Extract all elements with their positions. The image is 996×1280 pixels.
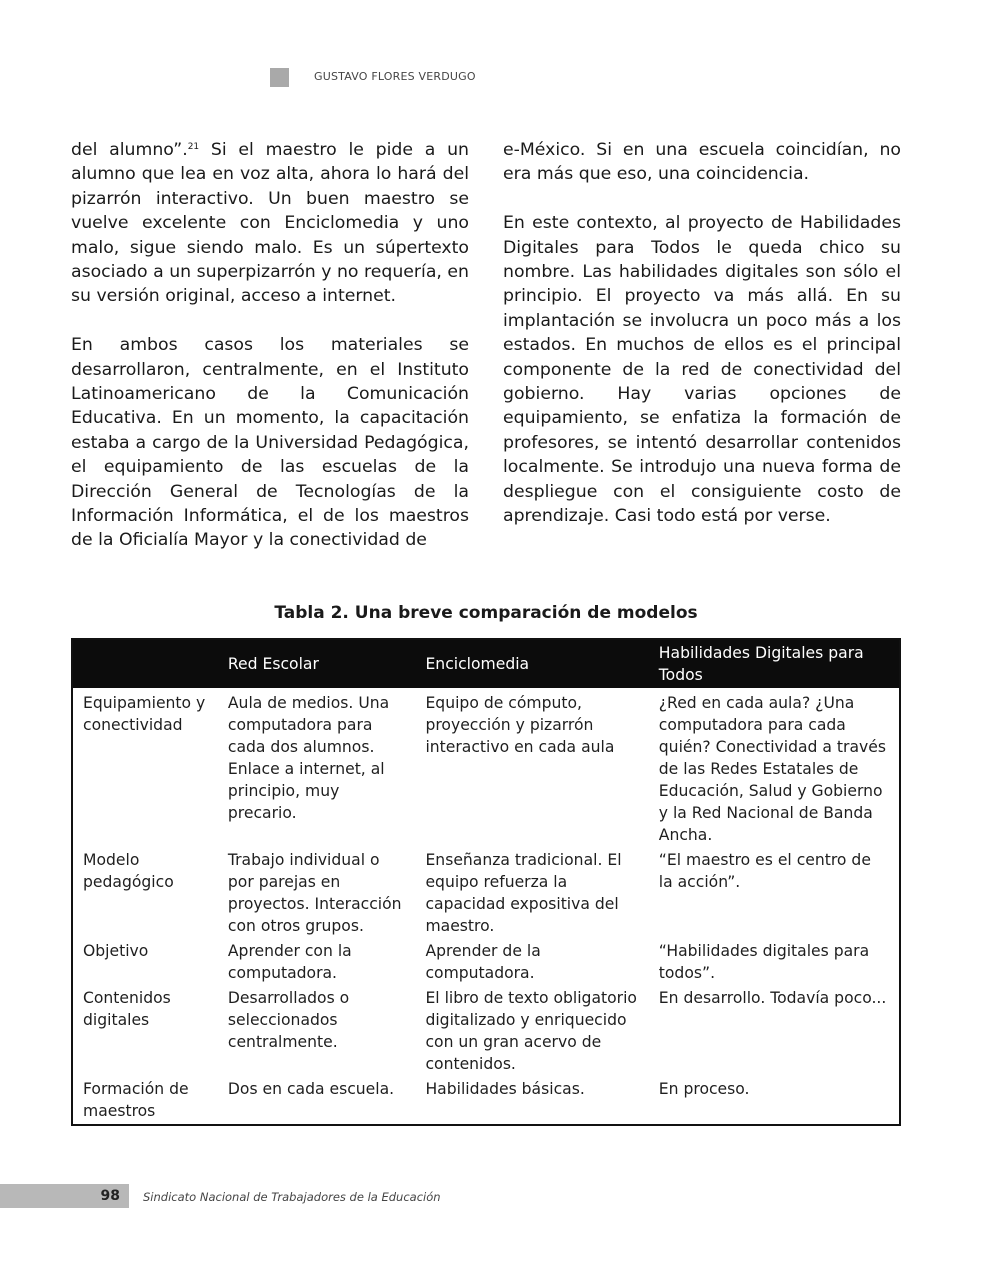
row-label: Equipamiento y conectividad bbox=[83, 694, 206, 734]
table-row bbox=[72, 986, 900, 1077]
table-cell: En desarrollo. Todavía poco... bbox=[658, 989, 887, 1007]
table-cell: Aprender con la computadora. bbox=[227, 942, 352, 982]
header-red-escolar: Red Escolar bbox=[218, 639, 416, 688]
table-row bbox=[72, 1077, 900, 1125]
table-cell: “El maestro es el centro de la acción”. bbox=[658, 851, 871, 891]
table-cell: Dos en cada escuela. bbox=[227, 1080, 395, 1098]
header-cell-empty bbox=[72, 639, 218, 688]
left-column bbox=[71, 138, 469, 577]
right-paragraph-2: En este contexto, al proyecto de Habilidades Digitales para Todos le queda chico su nombre. Las habilidades digitales son sólo el principio. El proyecto va más allá. En su implantación se involucra un poco más a los estados. En muchos de ellos es el principal componente de la red de conectividad del gobierno. Hay varias opciones de equipamiento, se enfatiza la formación de profesores, se intentó desarrollar contenidos localmente. Se introdujo una nueva forma de despliegue con el consiguiente costo de aprendizaje. Casi todo está por verse. bbox=[503, 213, 901, 527]
table-cell: Aula de medios. Una computadora para cada dos alumnos. Enlace a internet, al principio, muy precario. bbox=[227, 694, 390, 822]
table-header-row bbox=[72, 639, 900, 688]
header-enciclomedia: Enciclomedia bbox=[415, 639, 648, 688]
left-paragraph-1-start: del alumno”. bbox=[71, 140, 188, 160]
table-row bbox=[72, 688, 900, 848]
table-row bbox=[72, 848, 900, 939]
row-label: Objetivo bbox=[83, 942, 149, 960]
left-paragraph-2: En ambos casos los materiales se desarrollaron, centralmente, en el Instituto Latinoamericano de la Comunicación Educativa. En un momento, la capacitación estaba a cargo de la Universidad Pedagógica, el equipamiento de las escuelas de la Dirección General de Tecnologías de la Información Informática, el de los maestros de la Oficialía Mayor y la conectividad de bbox=[71, 335, 469, 551]
page-number: 98 bbox=[100, 1188, 120, 1204]
table-cell: Aprender de la computadora. bbox=[425, 942, 541, 982]
left-paragraph-1 bbox=[71, 138, 469, 309]
table-cell: ¿Red en cada aula? ¿Una computadora para cada quién? Conectividad a través de las Redes Estatales de Educación, Salud y Gobierno y la Red Nacional de Banda Ancha. bbox=[658, 694, 886, 844]
row-label: Formación de maestros bbox=[83, 1080, 189, 1120]
comparison-table bbox=[71, 638, 901, 1126]
row-label: Modelo pedagógico bbox=[83, 851, 174, 891]
table-cell: El libro de texto obligatorio digitalizado y enriquecido con un gran acervo de contenidos. bbox=[425, 989, 637, 1073]
header-marker bbox=[270, 68, 289, 87]
footnote-ref[interactable]: 21 bbox=[187, 142, 200, 152]
table-cell: Enseñanza tradicional. El equipo refuerza la capacidad expositiva del maestro. bbox=[425, 851, 622, 935]
table-cell: “Habilidades digitales para todos”. bbox=[658, 942, 870, 982]
footer-publisher: Sindicato Nacional de Trabajadores de la Educación bbox=[143, 1190, 441, 1204]
left-paragraph-1-rest: Si el maestro le pide a un alumno que lea en voz alta, ahora lo hará del pizarrón interactivo. Un buen maestro se vuelve excelente con Enciclomedia y uno malo, sigue siendo malo. Es un súpertexto asociado a un superpizarrón y no requería, en su versión original, acceso a internet. bbox=[71, 140, 469, 307]
right-paragraph-1: e-México. Si en una escuela coincidían, no era más que eso, una coincidencia. bbox=[503, 140, 901, 185]
header-habilidades-digitales: Habilidades Digitales para Todos bbox=[649, 639, 900, 688]
table-cell: Equipo de cómputo, proyección y pizarrón interactivo en cada aula bbox=[425, 694, 615, 756]
right-column bbox=[503, 138, 901, 553]
table-title: Tabla 2. Una breve comparación de modelos bbox=[274, 603, 698, 623]
header-author: GUSTAVO FLORES VERDUGO bbox=[314, 70, 476, 83]
table-cell: Trabajo individual o por parejas en proyectos. Interacción con otros grupos. bbox=[227, 851, 402, 935]
table-row bbox=[72, 939, 900, 986]
table-cell: En proceso. bbox=[658, 1080, 750, 1098]
table-cell: Habilidades básicas. bbox=[425, 1080, 585, 1098]
table-cell: Desarrollados o seleccionados centralmente. bbox=[227, 989, 350, 1051]
row-label: Contenidos digitales bbox=[83, 989, 171, 1029]
